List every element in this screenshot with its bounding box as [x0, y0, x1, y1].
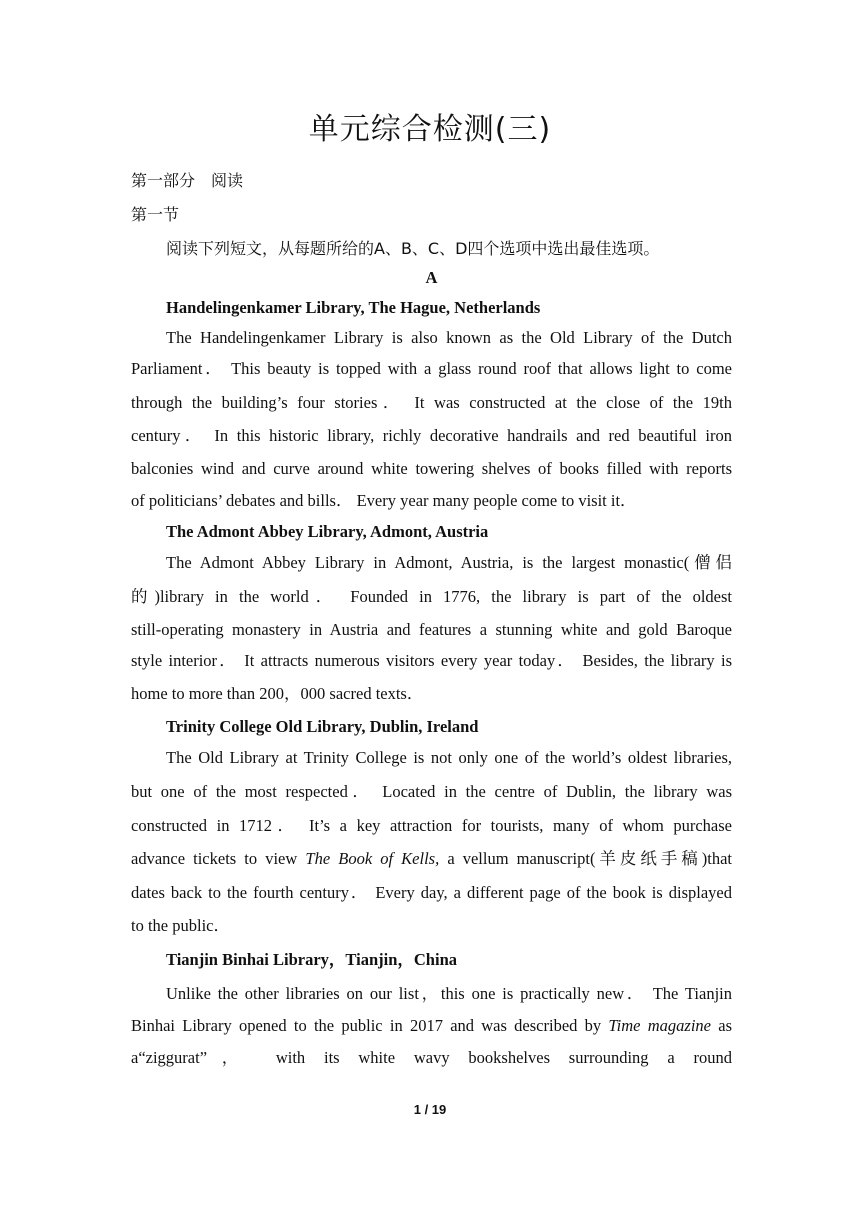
- paragraph-line-with-italic: [131, 849, 732, 869]
- page-title: 单元综合检测(三): [308, 112, 552, 147]
- page-number: 1 / 19: [413, 1102, 447, 1117]
- heading-trinity: Trinity College Old Library, Dublin, Ireland: [166, 717, 479, 736]
- paragraph-line: still-operating monastery in Austria and features a stunning white and gold Baroque: [131, 620, 732, 639]
- text-span: a vellum manuscript(羊皮纸手稿)that: [447, 849, 733, 868]
- paragraph-line-with-italic: [131, 1016, 732, 1036]
- heading-handelingenkamer: Handelingenkamer Library, The Hague, Netherlands: [166, 298, 541, 317]
- heading-tianjin: Tianjin Binhai Library，Tianjin，China: [166, 950, 457, 969]
- paragraph-line: but one of the most respected． Located in the centre of Dublin, the library was: [131, 782, 732, 801]
- text-span: Binhai Library opened to the public in 2017 and was described by: [131, 1016, 602, 1035]
- text-span: advance tickets to view: [131, 849, 298, 868]
- paragraph-line: through the building’s four stories． It was constructed at the close of the 19th: [131, 393, 732, 412]
- paragraph-line: a“ziggurat”， with its white wavy bookshelves surrounding a round: [131, 1048, 732, 1067]
- magazine-title: Time magazine: [608, 1016, 711, 1035]
- paragraph-line: balconies wind and curve around white towering shelves of books filled with reports: [131, 459, 732, 478]
- part-heading: 第一部分 阅读: [131, 171, 244, 190]
- paragraph-line: dates back to the fourth century． Every day, a different page of the book is displayed: [131, 883, 732, 902]
- text-span: as: [718, 1016, 732, 1035]
- book-title: The Book of Kells,: [305, 849, 440, 868]
- section-heading: 第一节: [131, 205, 180, 224]
- paragraph-line: The Handelingenkamer Library is also known as the Old Library of the Dutch: [166, 328, 732, 347]
- paragraph-line: Unlike the other libraries on our list，this one is practically new． The Tianjin: [166, 984, 732, 1003]
- paragraph-line: The Admont Abbey Library in Admont, Austria, is the largest monastic(僧侣: [166, 553, 732, 572]
- paragraph-line: to the public．: [131, 916, 230, 935]
- paragraph-line: century． In this historic library, richly decorative handrails and red beautiful iron: [131, 426, 732, 445]
- heading-admont: The Admont Abbey Library, Admont, Austria: [166, 522, 489, 541]
- paragraph-line: The Old Library at Trinity College is not only one of the world’s oldest libraries,: [166, 748, 732, 767]
- passage-label: A: [425, 268, 438, 287]
- paragraph-line: constructed in 1712． It’s a key attraction for tourists, many of whom purchase: [131, 816, 732, 835]
- instructions-text: 阅读下列短文，从每题所给的A、B、C、D四个选项中选出最佳选项。: [166, 239, 660, 258]
- paragraph-line: style interior． It attracts numerous visitors every year today． Besides, the library is: [131, 651, 732, 670]
- paragraph-line: 的)library in the world． Founded in 1776, the library is part of the oldest: [131, 587, 732, 606]
- paragraph-line: of politicians’ debates and bills． Every year many people come to visit it．: [131, 491, 637, 510]
- paragraph-line: Parliament． This beauty is topped with a glass round roof that allows light to come: [131, 359, 732, 378]
- paragraph-line: home to more than 200，000 sacred texts．: [131, 684, 424, 703]
